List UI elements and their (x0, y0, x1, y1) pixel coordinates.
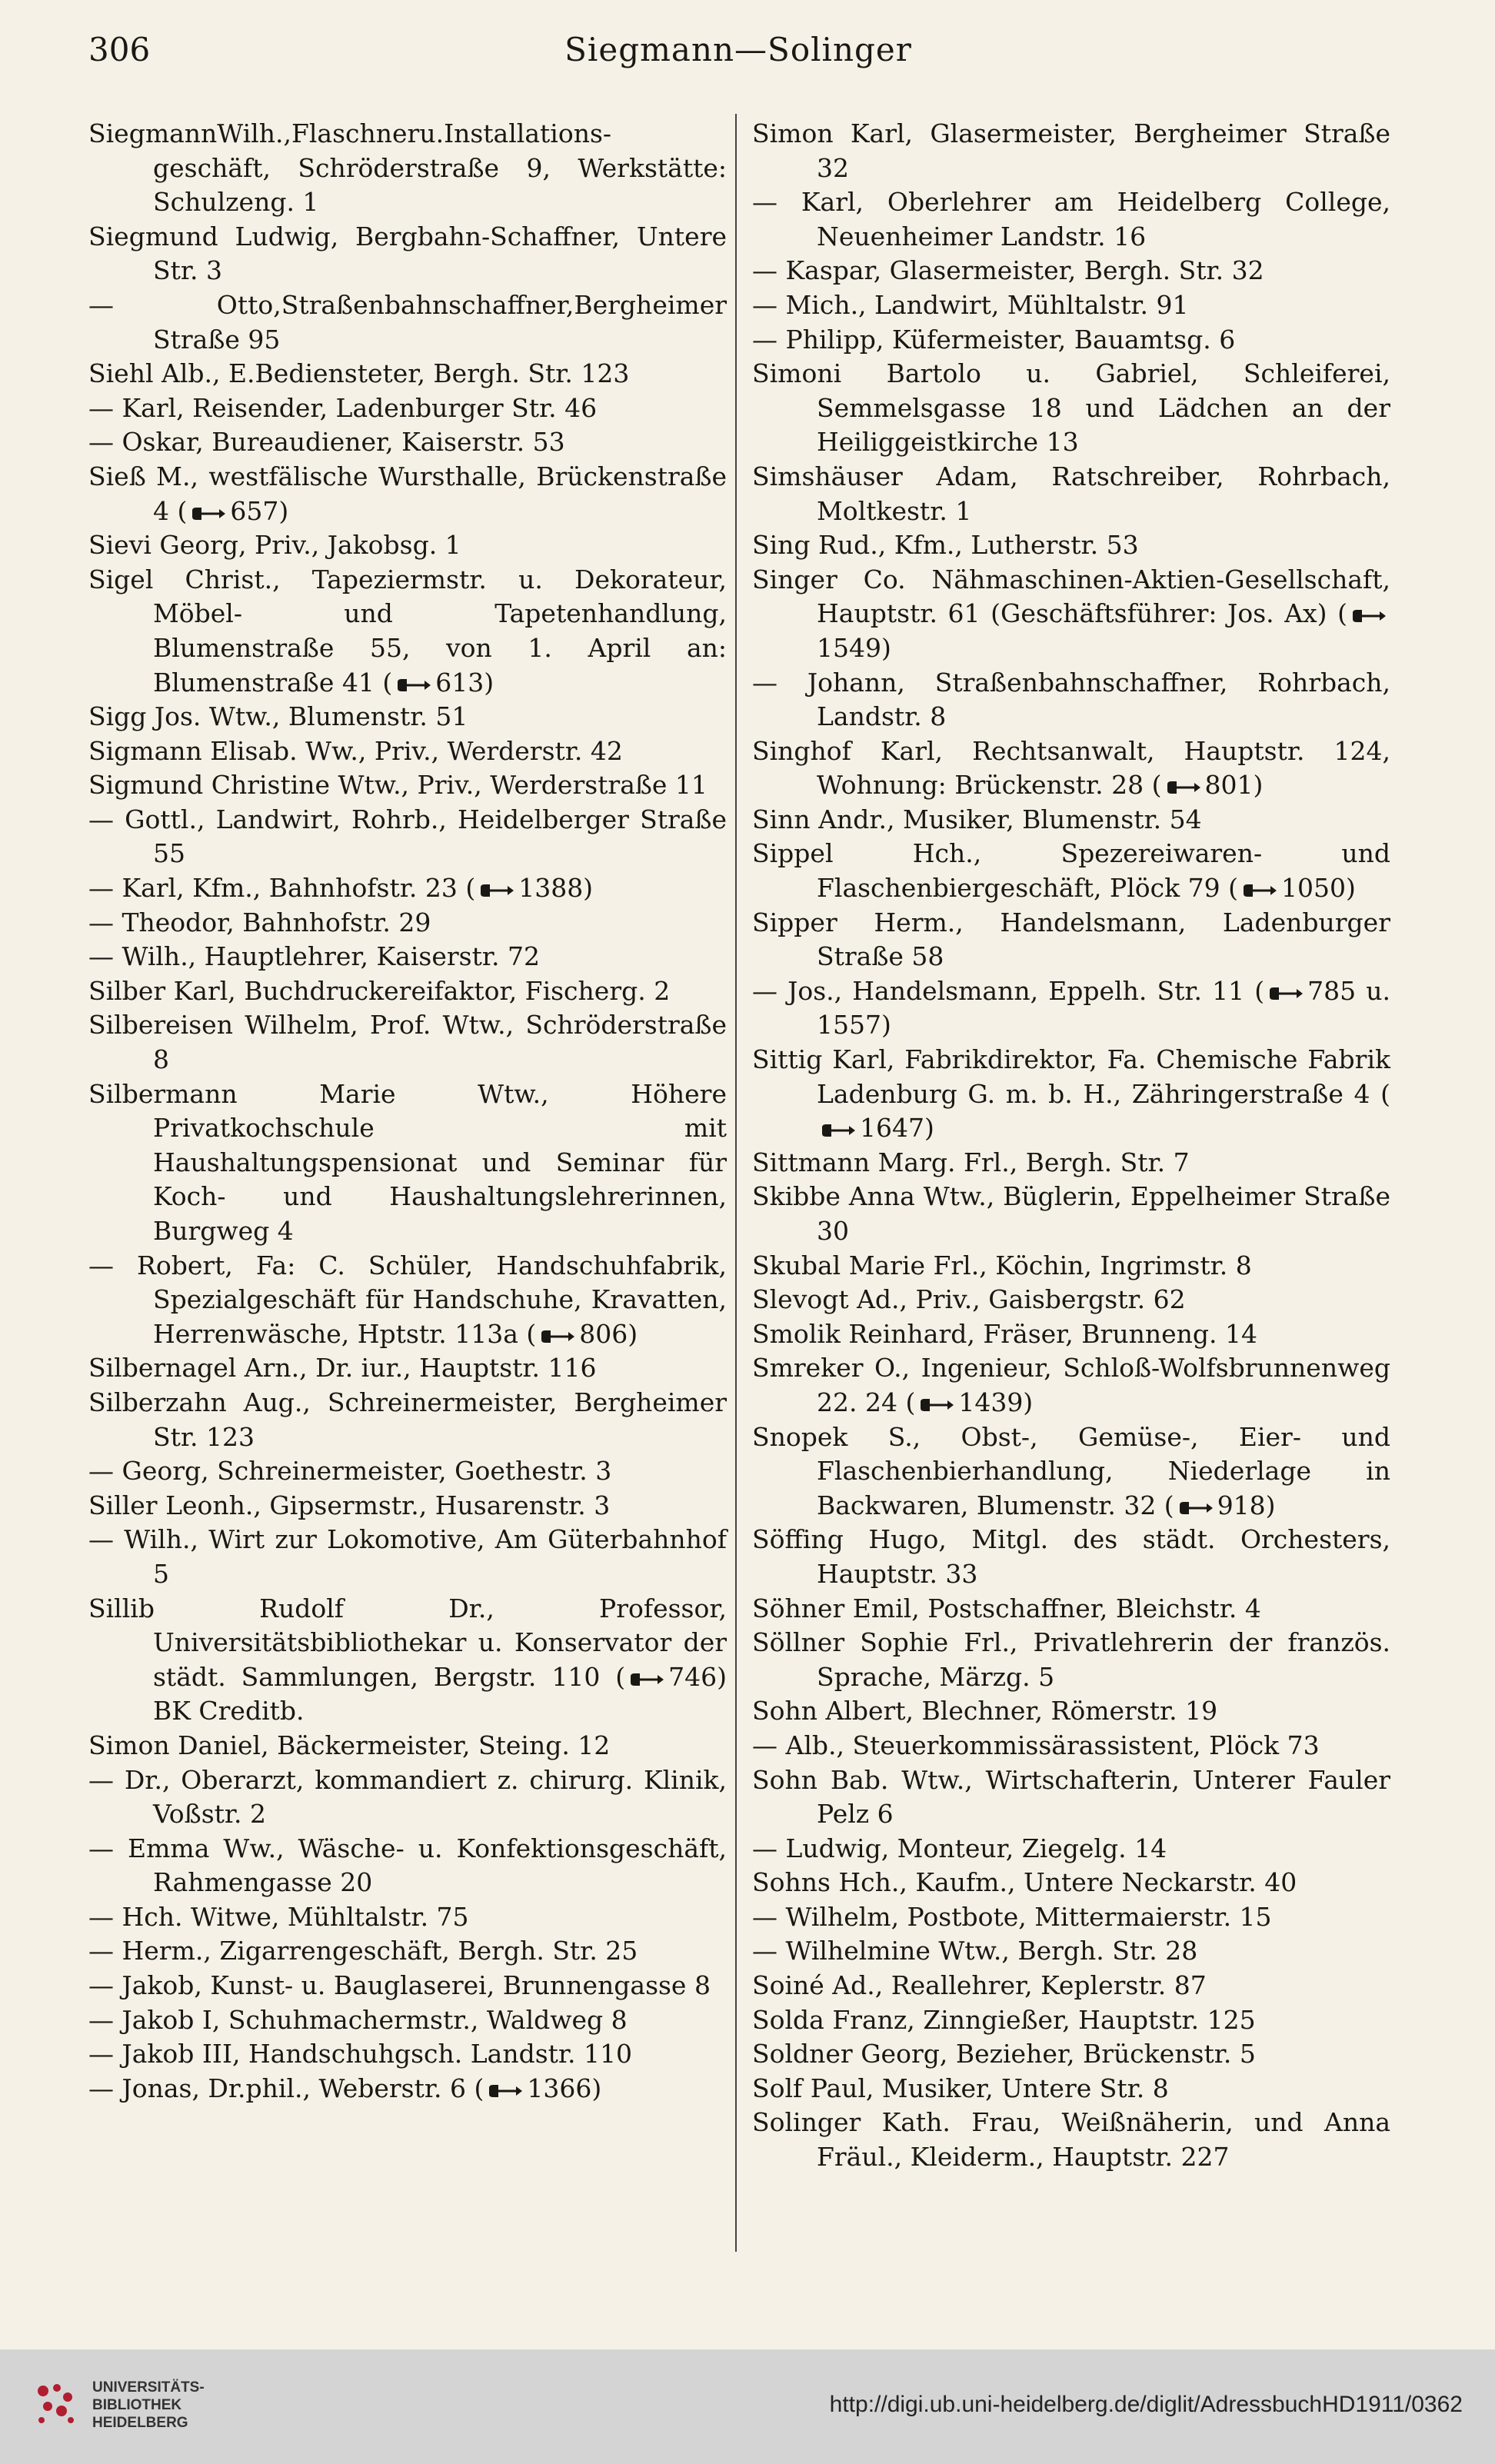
entry-text: Sing Rud., Kfm., Lutherstr. 53 (752, 530, 1139, 561)
directory-entry (88, 700, 727, 734)
directory-entry (88, 768, 727, 803)
directory-entry (88, 528, 727, 563)
entry-text: Soiné Ad., Reallehrer, Keplerstr. 87 (752, 1970, 1207, 2001)
telephone-icon (820, 1122, 857, 1139)
entry-text: — Wilh., Wirt zur Lokomotive, Am Güterbahnhof 5 (88, 1524, 727, 1589)
directory-entry (88, 1008, 727, 1077)
directory-entry (752, 1729, 1390, 1763)
directory-entry (752, 1283, 1390, 1317)
directory-entry (752, 323, 1390, 358)
telephone-number: 1366) (527, 2073, 602, 2103)
directory-entry (88, 117, 727, 220)
directory-entry (88, 357, 727, 391)
entry-text: Söhner Emil, Postschaffner, Bleichstr. 4 (752, 1593, 1261, 1623)
directory-entry (752, 1351, 1390, 1420)
directory-entry (752, 1317, 1390, 1352)
telephone-number: 918) (1217, 1490, 1276, 1520)
directory-entry (752, 288, 1390, 323)
entry-text: — Jakob III, Handschuhgsch. Landstr. 110 (88, 2039, 633, 2069)
telephone-number: 1050) (1280, 873, 1356, 904)
entry-text: Sigg Jos. Wtw., Blumenstr. 51 (88, 701, 468, 732)
directory-entry (752, 734, 1390, 803)
entry-text: Solinger Kath. Frau, Weißnäherin, und Anna Fräul., Kleiderm., Hauptstr. 227 (752, 2107, 1390, 2173)
directory-entry (752, 1626, 1390, 1694)
telephone-number: 1549) (817, 632, 891, 663)
telephone-icon (478, 882, 515, 899)
entry-text: Simon Daniel, Bäckermeister, Steing. 12 (88, 1730, 611, 1760)
entry-text: Sinn Andr., Musiker, Blumenstr. 54 (752, 804, 1202, 834)
directory-entry (88, 1934, 727, 1969)
entry-text: Sievi Georg, Priv., Jakobsg. 1 (88, 530, 461, 561)
entry-text: Sittig Karl, Fabrikdirektor, Fa. Chemische Fabrik Ladenburg G. m. b. H., Zähringerstraße 4 ( (752, 1044, 1390, 1109)
entry-text: — Robert, Fa: C. Schüler, Handschuhfabrik, Spezialgeschäft für Handschuhe, Kravatten, Herrenwäsche, Hptstr. 113a ( (88, 1250, 727, 1349)
page-header (88, 31, 1388, 78)
directory-entry (752, 974, 1390, 1043)
entry-text: — Herm., Zigarrengeschäft, Bergh. Str. 25 (88, 1936, 638, 1966)
entry-text: Silbermann Marie Wtw., Höhere Privatkochschule mit Haushaltungspensionat und Seminar für Koch- und Haushaltungslehrerinnen, Burgweg 4 (88, 1078, 727, 1246)
entry-text: — Jakob, Kunst- u. Bauglaserei, Brunnengasse 8 (88, 1970, 711, 2001)
directory-entry (88, 734, 727, 769)
entry-text: Sigmund Christine Wtw., Priv., Werderstraße 11 (88, 770, 708, 801)
directory-entry (752, 1969, 1390, 2003)
directory-entry (88, 1489, 727, 1523)
entry-text: Sillib Rudolf Dr., Professor, Universitätsbibliothekar u. Konservator der städt. Sammlungen, Bergstr. 110 ( (88, 1593, 727, 1692)
directory-entry (752, 528, 1390, 563)
telephone-number: 746) BK Creditb. (153, 1661, 727, 1726)
directory-entry (88, 1249, 727, 1352)
entry-text: Sigmann Elisab. Ww., Priv., Werderstr. 42 (88, 735, 623, 766)
directory-entry (752, 803, 1390, 837)
entry-text: Sittmann Marg. Frl., Bergh. Str. 7 (752, 1147, 1190, 1177)
entry-text: Silbereisen Wilhelm, Prof. Wtw., Schröderstraße 8 (88, 1010, 727, 1075)
directory-entry (752, 1832, 1390, 1866)
directory-entry (752, 1866, 1390, 1900)
entry-text: — Jos., Handelsmann, Eppelh. Str. 11 ( (752, 975, 1265, 1006)
entry-text: Smolik Reinhard, Fräser, Brunneng. 14 (752, 1318, 1257, 1349)
entry-text: Skubal Marie Frl., Köchin, Ingrimstr. 8 (752, 1250, 1252, 1280)
directory-entry (88, 1351, 727, 1386)
entry-text: Sieß M., westfälische Wursthalle, Brückenstraße 4 ( (88, 461, 727, 526)
directory-entry (752, 185, 1390, 254)
entry-text: — Georg, Schreinermeister, Goethestr. 3 (88, 1456, 612, 1487)
entry-text: — Ludwig, Monteur, Ziegelg. 14 (752, 1833, 1167, 1863)
entry-text: Simshäuser Adam, Ratschreiber, Rohrbach, Moltkestr. 1 (752, 461, 1390, 526)
entry-text: — Karl, Kfm., Bahnhofstr. 23 ( (88, 873, 476, 904)
telephone-number: 1439) (958, 1387, 1034, 1417)
entry-text: Sohn Bab. Wtw., Wirtschafterin, Unterer Fauler Pelz 6 (752, 1764, 1390, 1830)
entry-text: — Karl, Reisender, Ladenburger Str. 46 (88, 392, 598, 423)
entry-text: Sipper Herm., Handelsmann, Ladenburger Straße 58 (752, 907, 1390, 972)
directory-entry (752, 1934, 1390, 1969)
telephone-icon (395, 677, 432, 694)
entry-text: — Otto,Straßenbahnschaffner,Bergheimer Straße 95 (88, 289, 727, 355)
directory-entry (752, 666, 1390, 734)
directory-entry (88, 460, 727, 528)
directory-entry (752, 1420, 1390, 1523)
directory-entry (88, 1454, 727, 1489)
directory-entry (88, 1386, 727, 1454)
entry-text: Silber Karl, Buchdruckereifaktor, Fischerg. 2 (88, 975, 671, 1006)
entry-text: SiegmannWilh.,Flaschneru.Installations-geschäft, Schröderstraße 9, Werkstätte: Schulzeng. 1 (88, 118, 727, 218)
institution-name (92, 2379, 205, 2432)
directory-entry (88, 2003, 727, 2038)
directory-entry (752, 837, 1390, 905)
entry-text: Silberzahn Aug., Schreinermeister, Bergheimer Str. 123 (88, 1387, 727, 1452)
entry-text: — Alb., Steuerkommissärassistent, Plöck 73 (752, 1730, 1320, 1760)
entry-text: Solda Franz, Zinngießer, Hauptstr. 125 (752, 2004, 1256, 2035)
entry-text: Soldner Georg, Bezieher, Brückenstr. 5 (752, 2039, 1256, 2069)
entry-text: — Theodor, Bahnhofstr. 29 (88, 907, 431, 937)
directory-entry (88, 288, 727, 357)
telephone-number: 1388) (518, 873, 594, 904)
telephone-number: 1647) (860, 1113, 934, 1144)
telephone-number: 806) (579, 1318, 638, 1349)
entry-text: Simon Karl, Glasermeister, Bergheimer Straße 32 (752, 118, 1390, 183)
directory-entry (752, 1180, 1390, 1248)
entry-text: — Philipp, Küfermeister, Bauamtsg. 6 (752, 324, 1236, 355)
directory-entry (88, 563, 727, 700)
telephone-icon (487, 2083, 524, 2099)
page-number: 306 (88, 31, 151, 68)
directory-entry (88, 1832, 727, 1900)
entry-text: Sigel Christ., Tapeziermstr. u. Dekorateur, Möbel- und Tapetenhandlung, Blumenstraße 55, von 1. April an: Blumenstraße 41 ( (88, 564, 727, 698)
telephone-icon (918, 1397, 955, 1413)
directory-entry (752, 254, 1390, 288)
entry-text: Simoni Bartolo u. Gabriel, Schleiferei, Semmelsgasse 18 und Lädchen an der Heiliggeistkirche 13 (752, 358, 1390, 458)
entry-text: Siegmund Ludwig, Bergbahn-Schaffner, Untere Str. 3 (88, 221, 727, 286)
directory-entry (88, 2037, 727, 2072)
entry-text: — Kaspar, Glasermeister, Bergh. Str. 32 (752, 255, 1264, 286)
entry-text: Silbernagel Arn., Dr. iur., Hauptstr. 116 (88, 1353, 597, 1384)
directory-entry (88, 906, 727, 941)
entry-text: — Wilhelmine Wtw., Bergh. Str. 28 (752, 1936, 1198, 1966)
directory-entry (752, 460, 1390, 528)
entry-text: Siller Leonh., Gipsermstr., Husarenstr. 3 (88, 1490, 611, 1520)
institution-line: BIBLIOTHEK (92, 2397, 182, 2413)
telephone-number: 613) (435, 667, 494, 698)
entry-text: — Hch. Witwe, Mühltalstr. 75 (88, 1901, 469, 1932)
permalink-url[interactable]: http://digi.ub.uni-heidelberg.de/diglit/AdressbuchHD1911/0362 (829, 2392, 1463, 2417)
entry-text: Skibbe Anna Wtw., Büglerin, Eppelheimer Straße 30 (752, 1181, 1390, 1246)
directory-entry (88, 1763, 727, 1832)
directory-entry (88, 1900, 727, 1935)
telephone-icon (1267, 985, 1304, 1002)
entry-text: Snopek S., Obst-, Gemüse-, Eier- und Flaschenbierhandlung, Niederlage in Backwaren, Blumenstr. 32 ( (752, 1421, 1390, 1520)
telephone-icon (1177, 1500, 1214, 1517)
directory-entry (752, 906, 1390, 974)
directory-entry (88, 1729, 727, 1763)
entry-text: — Wilh., Hauptlehrer, Kaiserstr. 72 (88, 941, 540, 972)
directory-entry (752, 1146, 1390, 1180)
institution-line: UNIVERSITÄTS- (92, 2379, 205, 2396)
directory-entry (752, 1249, 1390, 1284)
university-library-logo-icon (32, 2380, 78, 2426)
entry-text: — Jakob I, Schuhmachermstr., Waldweg 8 (88, 2004, 628, 2035)
directory-entry (88, 940, 727, 974)
entry-text: Sohn Albert, Blechner, Römerstr. 19 (752, 1696, 1218, 1726)
entry-text: Söllner Sophie Frl., Privatlehrerin der französ. Sprache, Märzg. 5 (752, 1627, 1390, 1692)
column-divider (735, 114, 737, 2252)
telephone-icon (628, 1671, 665, 1688)
directory-entry (752, 1523, 1390, 1591)
telephone-number: 801) (1204, 770, 1264, 801)
directory-entry (752, 117, 1390, 185)
directory-entry (752, 1900, 1390, 1935)
directory-entry (88, 803, 727, 871)
entry-text: — Johann, Straßenbahnschaffner, Rohrbach, Landstr. 8 (752, 667, 1390, 732)
right-column (752, 117, 1390, 2175)
directory-entry (752, 1694, 1390, 1729)
entry-text: — Karl, Oberlehrer am Heidelberg College, Neuenheimer Landstr. 16 (752, 187, 1390, 251)
directory-entry (88, 1523, 727, 1591)
institution-line: HEIDELBERG (92, 2415, 188, 2431)
running-head: Siegmann—Solinger (564, 31, 912, 68)
entry-text: Sohns Hch., Kaufm., Untere Neckarstr. 40 (752, 1867, 1297, 1898)
telephone-icon (1350, 608, 1387, 624)
directory-entry (752, 1592, 1390, 1627)
entry-text: Smreker O., Ingenieur, Schloß-Wolfsbrunnenweg 22. 24 ( (752, 1353, 1390, 1417)
directory-entry (752, 357, 1390, 460)
entry-text: Solf Paul, Musiker, Untere Str. 8 (752, 2073, 1169, 2103)
telephone-icon (1165, 779, 1202, 796)
directory-entry (752, 563, 1390, 666)
directory-entry (88, 220, 727, 288)
directory-entry (752, 2037, 1390, 2072)
footer-bar (0, 2349, 1495, 2464)
entry-text: — Emma Ww., Wäsche- u. Konfektionsgeschäft, Rahmengasse 20 (88, 1833, 727, 1898)
telephone-icon (539, 1328, 576, 1345)
directory-entry (88, 1592, 727, 1729)
directory-entry (752, 2003, 1390, 2038)
directory-entry (752, 1763, 1390, 1832)
entry-text: — Jonas, Dr.phil., Weberstr. 6 ( (88, 2073, 484, 2103)
telephone-icon (190, 505, 227, 522)
entry-text: — Mich., Landwirt, Mühltalstr. 91 (752, 289, 1189, 320)
entry-text: — Oskar, Bureaudiener, Kaiserstr. 53 (88, 427, 565, 458)
entry-text: Singhof Karl, Rechtsanwalt, Hauptstr. 124, Wohnung: Brückenstr. 28 ( (752, 735, 1390, 801)
entry-text: Söffing Hugo, Mitgl. des städt. Orchesters, Hauptstr. 33 (752, 1524, 1390, 1589)
entry-text: — Wilhelm, Postbote, Mittermaierstr. 15 (752, 1901, 1272, 1932)
entry-text: — Gottl., Landwirt, Rohrb., Heidelberger Straße 55 (88, 804, 727, 869)
telephone-number: 657) (230, 495, 289, 526)
directory-entry (88, 1969, 727, 2003)
directory-entry (88, 2072, 727, 2106)
directory-entry (88, 974, 727, 1009)
entry-text: — Dr., Oberarzt, kommandiert z. chirurg. Klinik, Voßstr. 2 (88, 1764, 727, 1830)
entry-text: Siehl Alb., E.Bediensteter, Bergh. Str. 123 (88, 358, 630, 389)
directory-entry (752, 2106, 1390, 2174)
directory-entry (752, 2072, 1390, 2106)
directory-entry (88, 391, 727, 426)
entry-text: Singer Co. Nähmaschinen-Aktien-Gesellschaft, Hauptstr. 61 (Geschäftsführer: Jos. Ax) ( (752, 564, 1390, 629)
telephone-number: 785 u. 1557) (817, 975, 1390, 1041)
entry-text: Sippel Hch., Spezereiwaren- und Flaschenbiergeschäft, Plöck 79 ( (752, 838, 1390, 904)
left-column (88, 117, 727, 2106)
entry-text: Slevogt Ad., Priv., Gaisbergstr. 62 (752, 1284, 1186, 1315)
directory-entry (752, 1043, 1390, 1146)
telephone-icon (1241, 882, 1278, 899)
directory-entry (88, 871, 727, 906)
directory-entry (88, 425, 727, 460)
directory-entry (88, 1077, 727, 1249)
